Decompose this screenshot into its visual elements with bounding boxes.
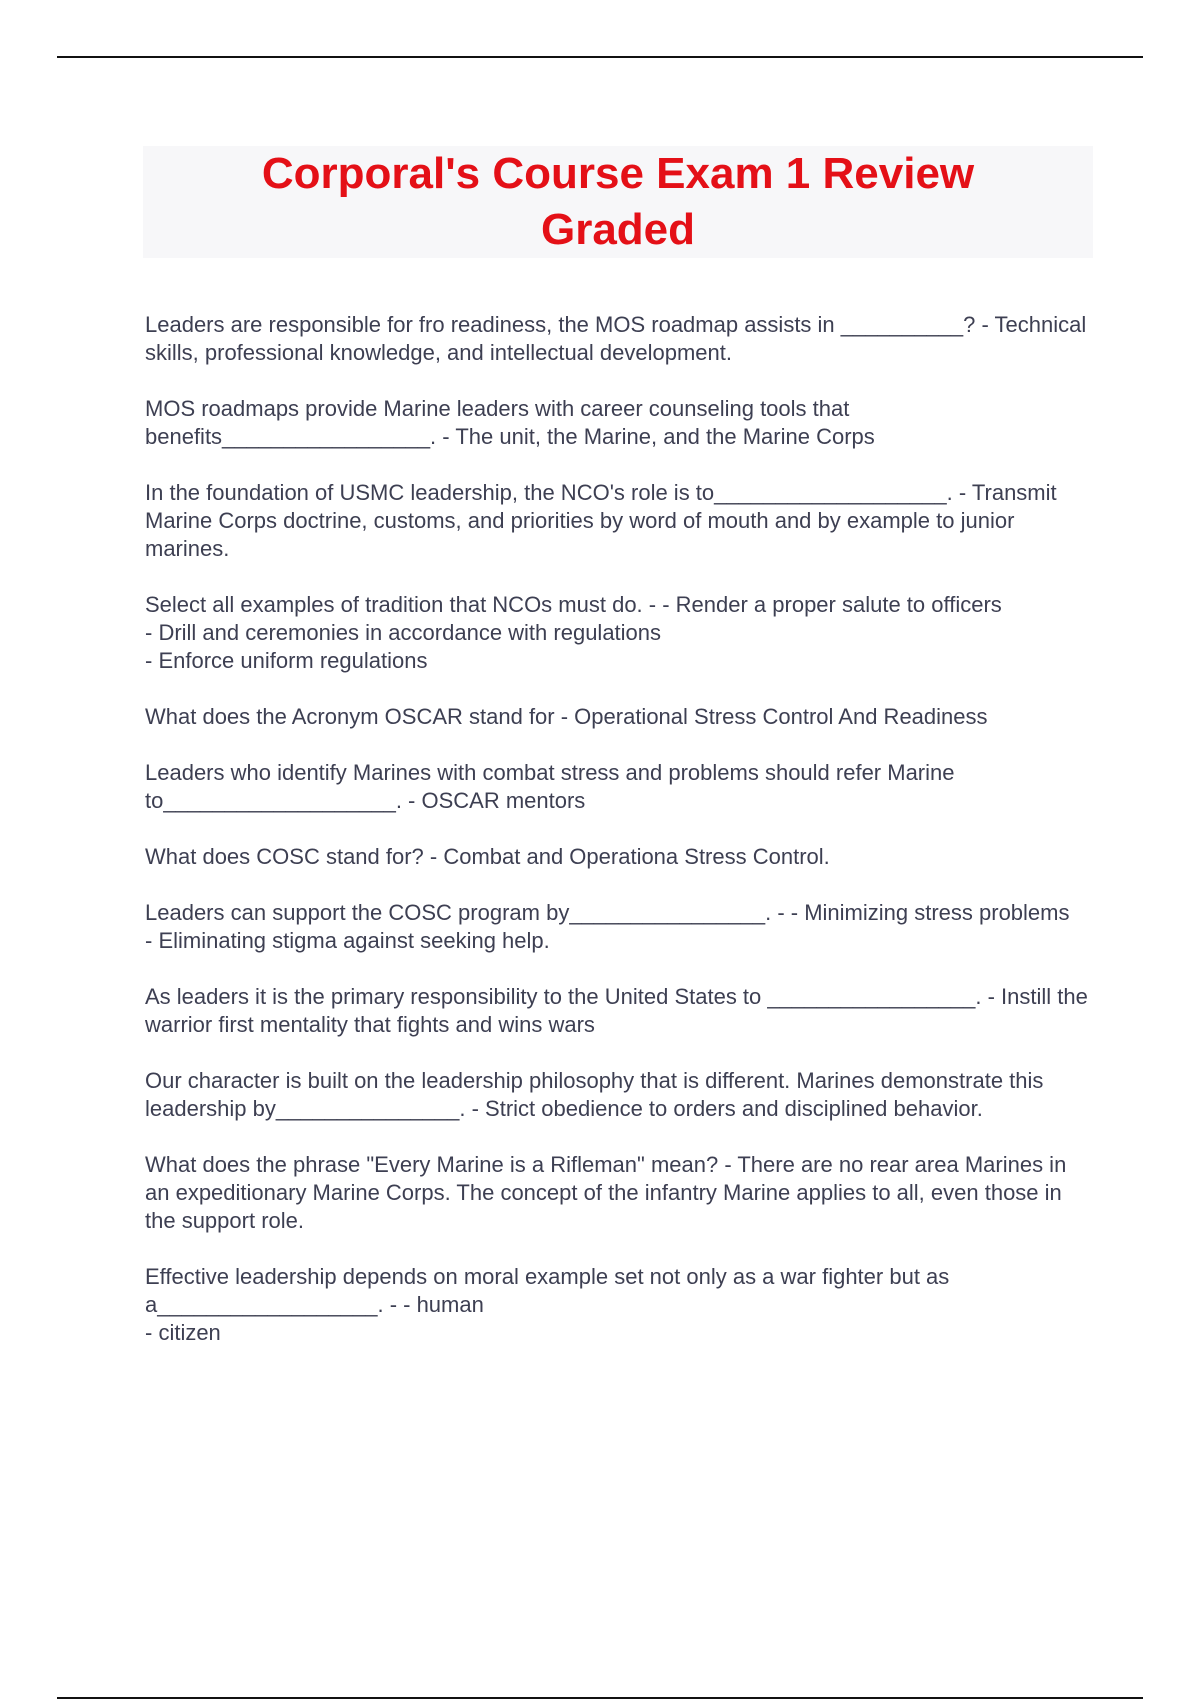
qa-item: What does the phrase "Every Marine is a Rifleman" mean? - There are no rear area Marines in an expeditionary Marine Corps. The concept of the infantry Marine applies to all, even those in the support role. bbox=[145, 1152, 1067, 1233]
qa-item: Select all examples of tradition that NCOs must do. - - Render a proper salute to officers - Drill and ceremonies in accordance with regulations - Enforce uniform regulations bbox=[145, 592, 1002, 673]
top-rule bbox=[57, 56, 1143, 58]
qa-item: What does the Acronym OSCAR stand for - Operational Stress Control And Readiness bbox=[145, 704, 988, 729]
qa-list bbox=[145, 311, 1095, 1375]
qa-item: Effective leadership depends on moral example set not only as a war fighter but as a__________________. - - human - citizen bbox=[145, 1264, 950, 1345]
document-title: Corporal's Course Exam 1 Review Graded bbox=[261, 149, 975, 254]
qa-item: As leaders it is the primary responsibility to the United States to _________________. - Instill the warrior first mentality that fights and wins wars bbox=[145, 984, 1088, 1037]
qa-item: Leaders are responsible for fro readiness, the MOS roadmap assists in __________? - Technical skills, professional knowledge, and intellectual development. bbox=[145, 312, 1087, 365]
qa-item: In the foundation of USMC leadership, the NCO's role is to___________________. - Transmit Marine Corps doctrine, customs, and priorities by word of mouth and by example to junior marines. bbox=[145, 480, 1057, 561]
qa-item: MOS roadmaps provide Marine leaders with career counseling tools that benefits_________________. - The unit, the Marine, and the Marine Corps bbox=[145, 396, 875, 449]
bottom-rule bbox=[57, 1697, 1143, 1699]
qa-item: What does COSC stand for? - Combat and Operationa Stress Control. bbox=[145, 844, 830, 869]
qa-item: Leaders can support the COSC program by________________. - - Minimizing stress problems - Eliminating stigma against seeking help. bbox=[145, 900, 1070, 953]
qa-item: Leaders who identify Marines with combat stress and problems should refer Marine to___________________. - OSCAR mentors bbox=[145, 760, 955, 813]
title-banner bbox=[143, 146, 1093, 258]
qa-item: Our character is built on the leadership philosophy that is different. Marines demonstrate this leadership by_______________. - Strict obedience to orders and disciplined behavior. bbox=[145, 1068, 1044, 1121]
